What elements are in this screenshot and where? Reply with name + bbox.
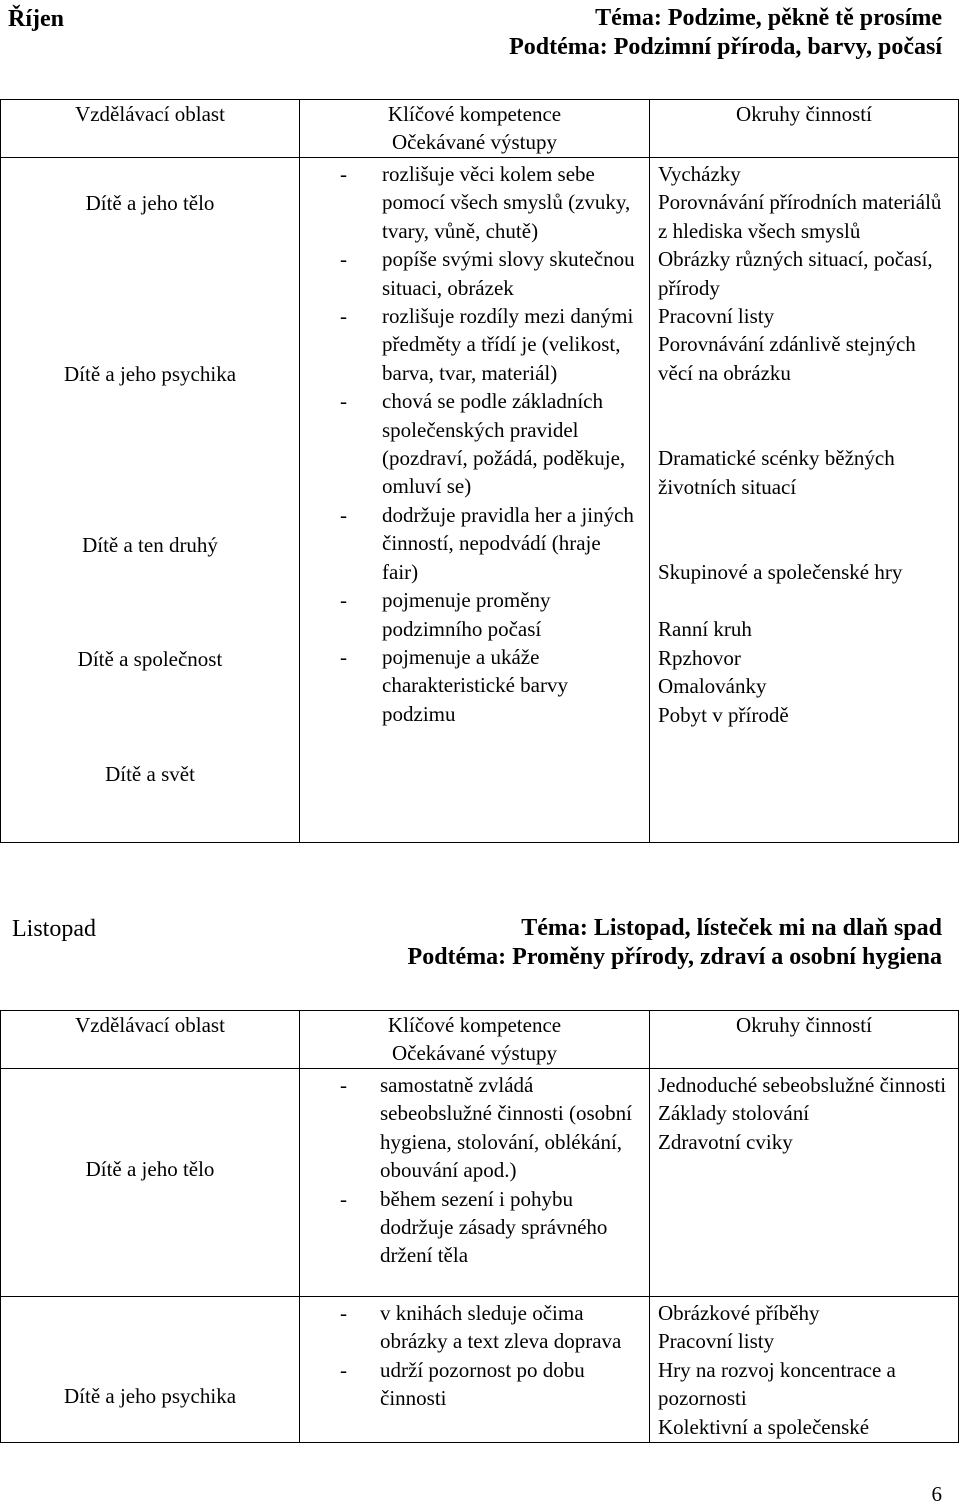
activity-item: Ranní kruh [658,617,752,642]
theme-line: Téma: Podzime, pěkně tě prosíme [595,5,942,31]
output-item: - popíše svými slovy skutečnou situaci, obrázek [300,245,649,302]
header-outputs-label: Očekávané výstupy [391,130,558,155]
activity-item: Obrázkové příběhy [658,1301,820,1325]
header-competences [300,1011,650,1069]
output-item: - dodržuje pravidla her a jiných činností, nepodvádí (hraje fair) [300,501,649,586]
output-item: - pojmenuje proměny podzimního počasí [300,586,649,643]
output-item: - chová se podle základních společenských pravidel (pozdraví, požádá, poděkuje, omluví se) [300,387,649,501]
area-item: Dítě a svět [105,762,195,786]
activity-item: Zdravotní cviky [658,1129,793,1154]
header-activities-label: Okruhy činností [736,1013,872,1037]
header-area [1,100,300,158]
activity-item: Kolektivní a společenské [658,1414,870,1439]
header-activities-label: Okruhy činností [736,102,872,126]
activity-item: Porovnávání zdánlivě stejných věcí na obrázku [658,332,916,385]
activity-item: Jednoduché sebeobslužné činnosti [658,1073,947,1097]
activity-item: Dramatické scénky běžných životních situací [658,446,895,499]
output-item: - pojmenuje a ukáže charakteristické barvy podzimu [300,643,649,728]
area-item: Dítě a jeho tělo [85,191,215,215]
subtheme-line: Podtéma: Podzimní příroda, barvy, počasí [509,34,942,60]
header-competences-label: Klíčové kompetence [387,1013,562,1037]
activity-item: Obrázky různých situací, počasí, přírody [658,247,933,300]
header-competences-label: Klíčové kompetence [387,102,562,126]
month-title-november: Listopad [12,916,96,942]
output-item: - rozlišuje věci kolem sebe pomocí všech smyslů (zvuky, tvary, vůně, chutě) [300,160,649,245]
activity-item: Pracovní listy [658,304,775,329]
area-item: Dítě a jeho psychika [63,362,237,386]
areas-cell [1,1069,300,1297]
plan-table-november [0,1010,959,1443]
header-area [1,1011,300,1069]
activity-item: Porovnávání přírodních materiálů z hlediska všech smyslů [658,190,942,243]
area-item: Dítě a ten druhý [82,533,218,557]
activities-cell [650,158,959,843]
outputs-list [300,160,649,728]
header-activities [650,100,959,158]
area-item: Dítě a jeho tělo [85,1157,215,1181]
activities-cell [650,1297,959,1443]
plan-table-october [0,99,959,843]
areas-cell [1,158,300,843]
output-item: - rozlišuje rozdíly mezi danými předměty a třídí je (velikost, barva, tvar, materiál) [300,302,649,387]
theme-line: Téma: Listopad, lísteček mi na dlaň spad [521,915,942,941]
activity-item: Hry na rozvoj koncentrace a pozornosti [658,1357,896,1411]
activity-item: Vycházky [658,162,741,186]
outputs-list [300,1071,649,1270]
outputs-cell [300,158,650,843]
theme-title-november [408,914,942,972]
area-item: Dítě a společnost [77,647,223,671]
theme-title-october [509,4,942,62]
activity-item: Skupinové a společenské hry [658,560,903,585]
activity-item: Omalovánky [658,674,767,699]
output-item: - během sezení i pohybu dodržuje zásady správného držení těla [300,1185,649,1270]
areas-cell [1,1297,300,1443]
activity-item: Pracovní listy [658,1329,775,1354]
month-title-october: Říjen [8,6,64,32]
output-item: - udrží pozornost po dobu činnosti [300,1356,649,1413]
header-activities [650,1011,959,1069]
activities-cell [650,1069,959,1297]
outputs-cell [300,1069,650,1297]
output-item: - samostatně zvládá sebeobslužné činnosti (osobní hygiena, stolování, oblékání, obouvání apod.) [300,1071,649,1185]
activity-item: Základy stolování [658,1101,810,1126]
activity-item: Pobyt v přírodě [658,702,789,727]
outputs-list [300,1299,649,1413]
header-competences [300,100,650,158]
page-number: 6 [931,1482,942,1506]
outputs-cell [300,1297,650,1443]
activity-item: Rpzhovor [658,645,741,670]
output-item: - v knihách sleduje očima obrázky a text zleva doprava [300,1299,649,1356]
header-outputs-label: Očekávané výstupy [391,1041,558,1066]
header-area-label: Vzdělávací oblast [75,102,225,126]
area-item: Dítě a jeho psychika [63,1384,237,1408]
header-area-label: Vzdělávací oblast [75,1013,225,1037]
subtheme-line: Podtéma: Proměny přírody, zdraví a osobní hygiena [407,944,942,970]
